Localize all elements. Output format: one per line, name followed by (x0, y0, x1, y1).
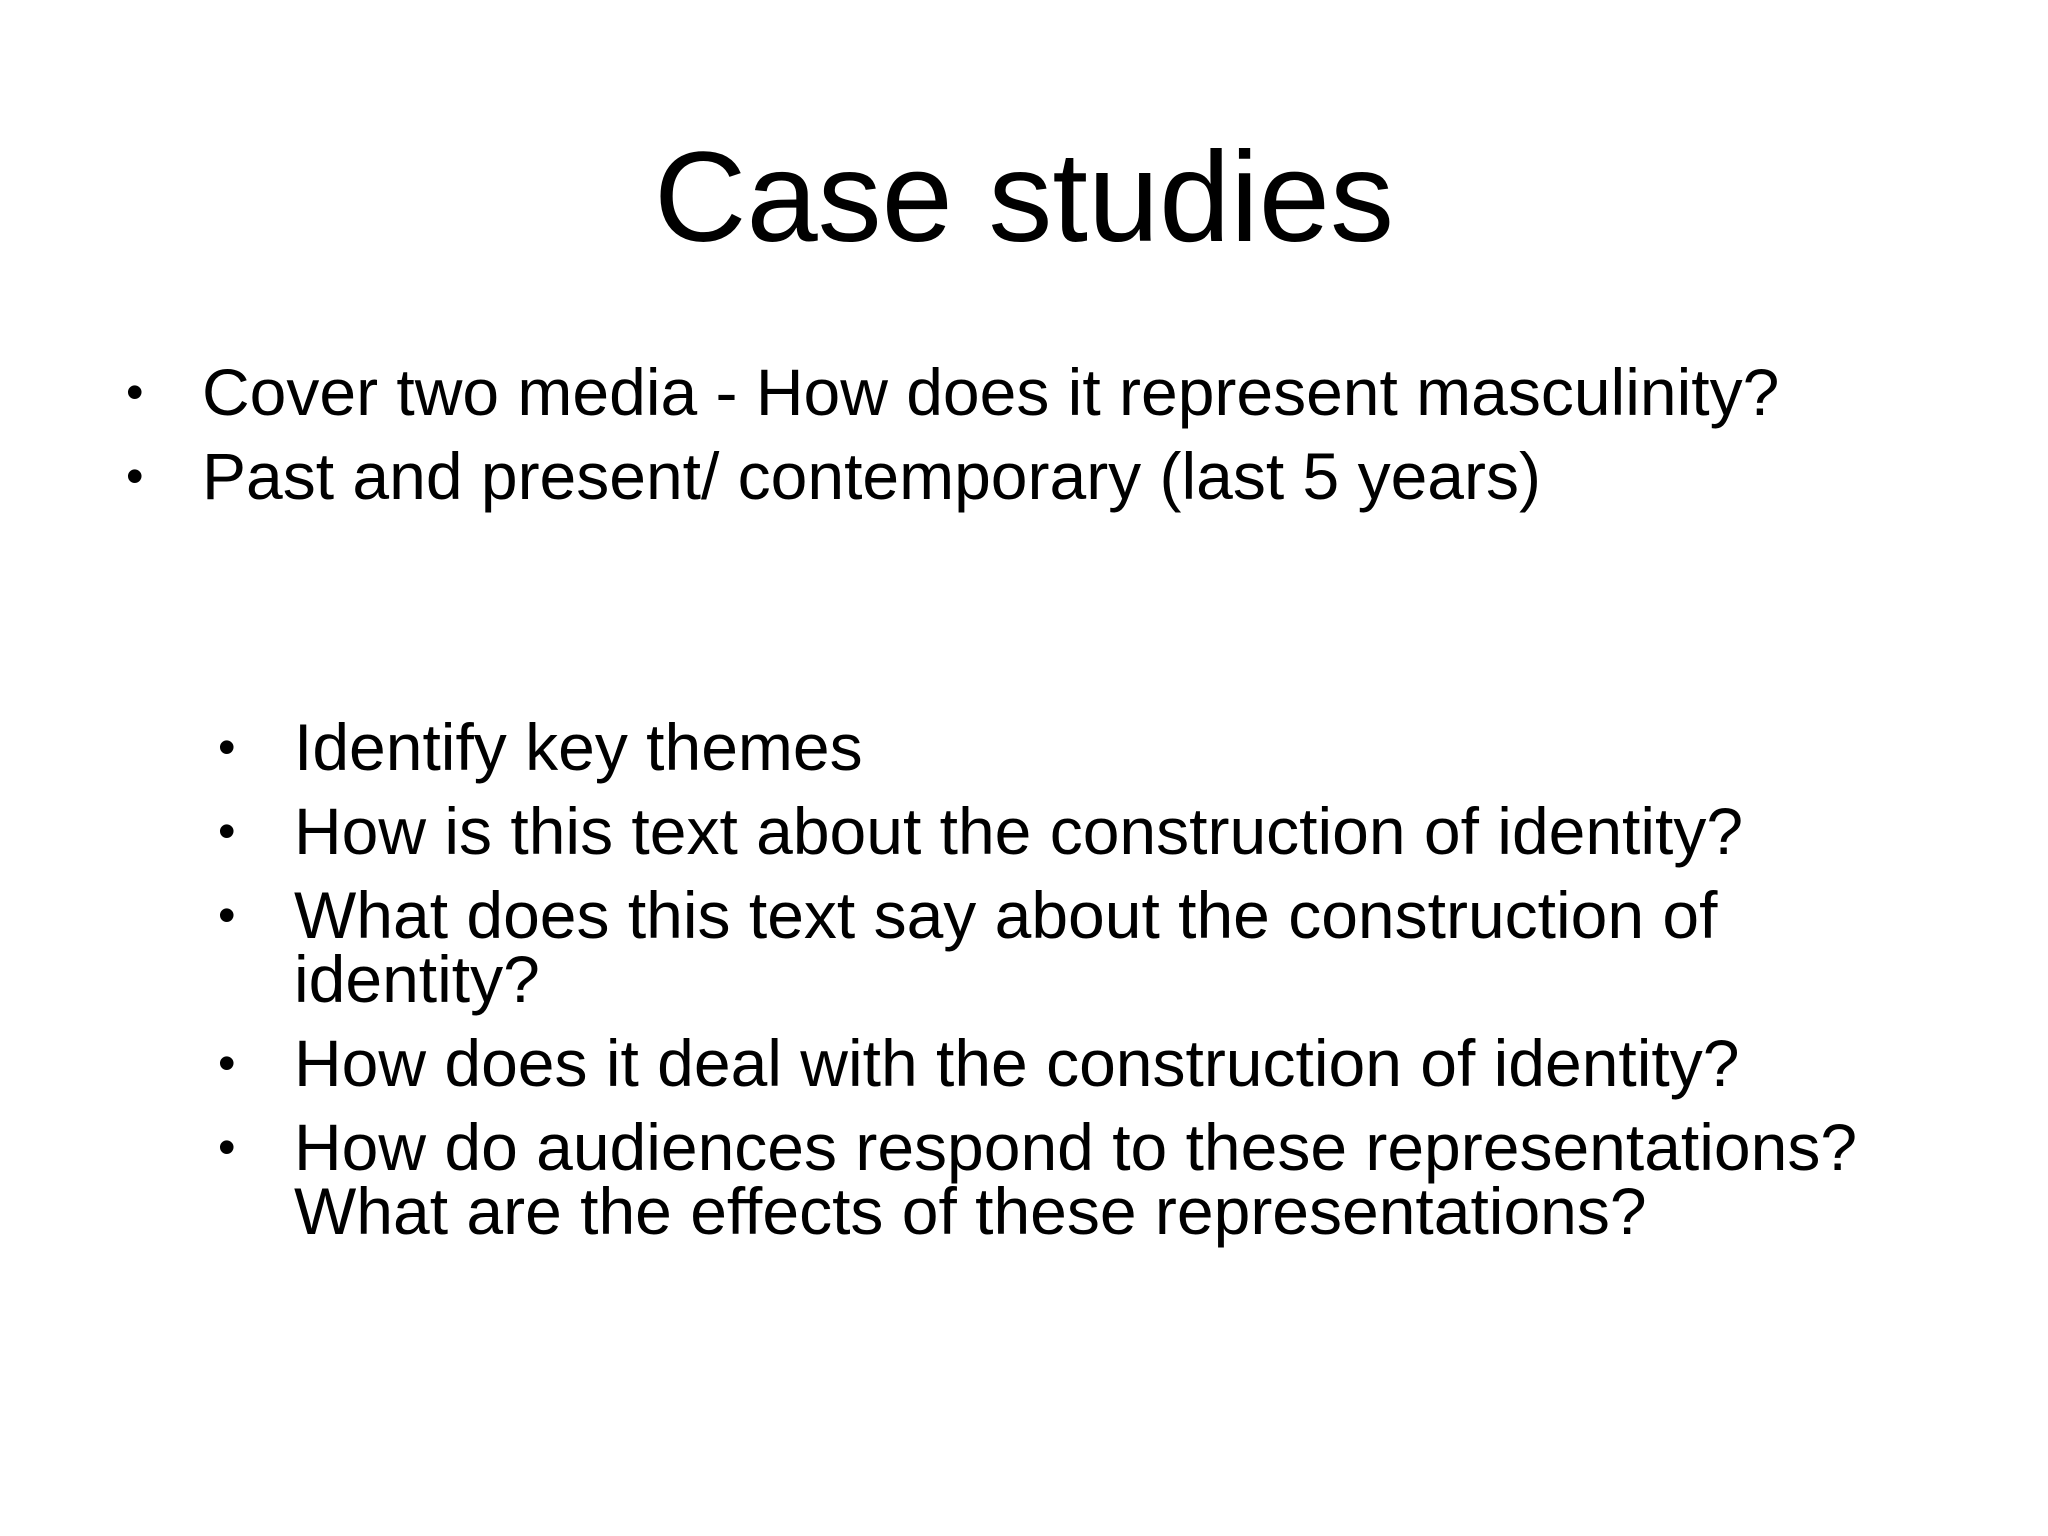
bullet-icon: • (218, 887, 236, 943)
list-item (210, 1026, 1970, 1100)
bullet-icon: • (126, 448, 144, 504)
bullet-icon: • (218, 719, 236, 775)
bullet-icon: • (218, 803, 236, 859)
list-item (118, 355, 1918, 429)
list-item (210, 710, 1970, 784)
list-item (210, 878, 1970, 1016)
bullet-text: How does it deal with the construction of identity? (294, 1026, 1740, 1100)
list-item (210, 1110, 1970, 1248)
list-item (118, 439, 1918, 513)
bullet-text: How do audiences respond to these representations? What are the effects of these representations? (294, 1110, 1858, 1248)
bullet-text: Cover two media - How does it represent masculinity? (202, 355, 1780, 429)
bullet-icon: • (218, 1119, 236, 1175)
bullet-text: Identify key themes (294, 710, 863, 784)
bullet-icon: • (126, 364, 144, 420)
secondary-bullet-list (210, 710, 1970, 1263)
list-item (210, 794, 1970, 868)
bullet-icon: • (218, 1035, 236, 1091)
slide-title: Case studies (654, 126, 1394, 269)
bullet-text: What does this text say about the construction of identity? (294, 878, 1718, 1016)
primary-bullet-list (118, 355, 1918, 528)
bullet-text: Past and present/ contemporary (last 5 years) (202, 439, 1541, 513)
bullet-text: How is this text about the construction of identity? (294, 794, 1744, 868)
